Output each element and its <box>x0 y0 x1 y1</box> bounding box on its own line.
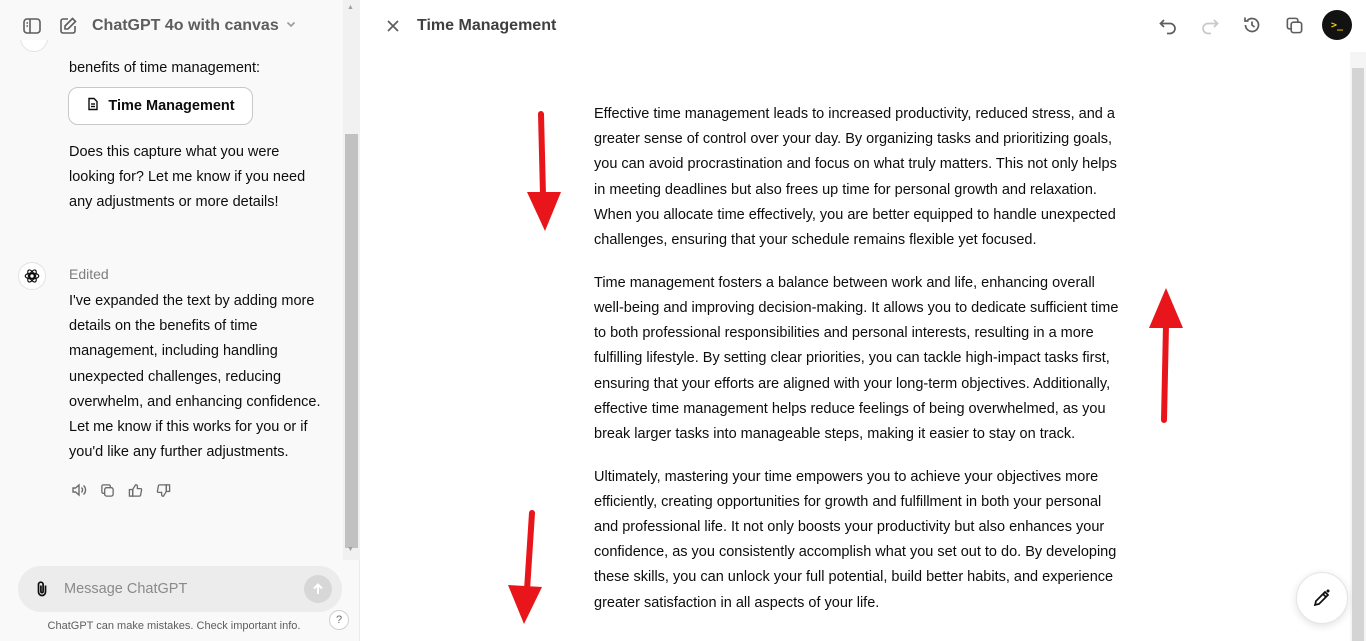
doc-paragraph: Effective time management leads to increased productivity, reduced stress, and a greater sense of control over your day. By organizing tasks and prioritizing goals, you can avoid procrastination and focus on what truly matters. This not only helps in meeting deadlines but also frees up time for personal growth and relaxation. When you allocate time effectively, you are better equipped to handle unexpected challenges, ensuring that your schedule remains flexible yet focused. <box>594 106 1117 249</box>
read-aloud-icon[interactable] <box>69 480 89 500</box>
message-actions <box>69 480 173 500</box>
chat-panel <box>0 0 360 641</box>
arrow-down-icon <box>527 114 561 231</box>
canvas-header <box>361 0 1366 52</box>
doc-paragraph: Time management fosters a balance between work and life, enhancing overall well-being and improving decision-making. It allows you to dedicate sufficient time to both professional responsibilities and personal interests, resulting in a more fulfilling lifestyle. By setting clear priorities, you can tackle high-impact tasks first, ensuring that your efforts are aligned with your long-term objectives. Additionally, effective time management helps reduce feelings of being overwhelmed, as you break larger tasks into manageable steps, making it easier to stay on track. <box>594 274 1119 442</box>
model-title: ChatGPT 4o with canvas <box>92 17 279 34</box>
scroll-up-icon[interactable]: ▲ <box>347 4 354 11</box>
edit-suggestions-button[interactable] <box>1296 572 1348 624</box>
message-composer <box>18 566 342 612</box>
arrow-up-icon <box>311 582 325 596</box>
document-icon <box>86 97 100 115</box>
sidebar-icon[interactable] <box>18 12 46 40</box>
edited-label: Edited <box>69 266 109 282</box>
chevron-down-icon <box>285 17 297 35</box>
chat-messages <box>0 40 344 560</box>
doc-chip-label: Time Management <box>108 98 235 114</box>
copy-icon[interactable] <box>97 480 117 500</box>
model-selector[interactable] <box>92 17 297 35</box>
chat-scrollbar-thumb[interactable] <box>345 134 358 548</box>
canvas-scrollbar-thumb[interactable] <box>1352 68 1364 641</box>
doc-paragraph: Ultimately, mastering your time empowers you to achieve your objectives more efficiently, creating opportunities for growth and fulfillment in both your personal and professional life. It not only boosts your productivity but also enhances your confidence, as you consistently accomplish what you set out to do. By developing these skills, you can unlock your full potential, build better habits, and experience greater satisfaction in all aspects of your life. <box>594 468 1117 611</box>
assistant-message: Does this capture what you were looking for? Let me know if you need any adjustments or more details! <box>69 144 306 211</box>
pencil-sparkle-icon <box>1311 587 1333 609</box>
scroll-down-icon[interactable]: ▼ <box>347 546 354 553</box>
canvas-doc-chip[interactable] <box>68 87 253 125</box>
undo-icon[interactable] <box>1154 11 1182 39</box>
canvas-toolbar <box>1154 10 1352 40</box>
arrow-down-icon <box>508 513 542 624</box>
canvas-document[interactable] <box>594 102 1119 633</box>
thumbs-up-icon[interactable] <box>125 480 145 500</box>
assistant-message: I've expanded the text by adding more details on the benefits of time management, including handling unexpected challenges, reducing overwhelm, and enhancing confidence. Let me know if this works for you or if you'd like any further adjustments. <box>69 293 321 461</box>
thumbs-down-icon[interactable] <box>153 480 173 500</box>
arrow-up-icon <box>1149 288 1183 420</box>
chatgpt-logo-icon <box>18 262 46 290</box>
disclaimer-text: ChatGPT can make mistakes. Check important info. <box>47 620 301 632</box>
paperclip-icon[interactable] <box>32 579 52 599</box>
send-button[interactable] <box>304 575 332 603</box>
redo-icon[interactable] <box>1196 11 1224 39</box>
avatar[interactable]: >_ <box>1322 10 1352 40</box>
history-icon[interactable] <box>1238 11 1266 39</box>
assistant-message-intro: benefits of time management: <box>69 60 261 76</box>
copy-icon[interactable] <box>1280 11 1308 39</box>
canvas-scrollbar[interactable] <box>1350 52 1366 641</box>
avatar <box>20 40 48 52</box>
close-icon[interactable] <box>379 12 407 40</box>
message-input[interactable] <box>64 581 284 597</box>
help-button[interactable]: ? <box>329 610 349 630</box>
edit-icon[interactable] <box>54 12 82 40</box>
canvas-title: Time Management <box>417 17 557 34</box>
